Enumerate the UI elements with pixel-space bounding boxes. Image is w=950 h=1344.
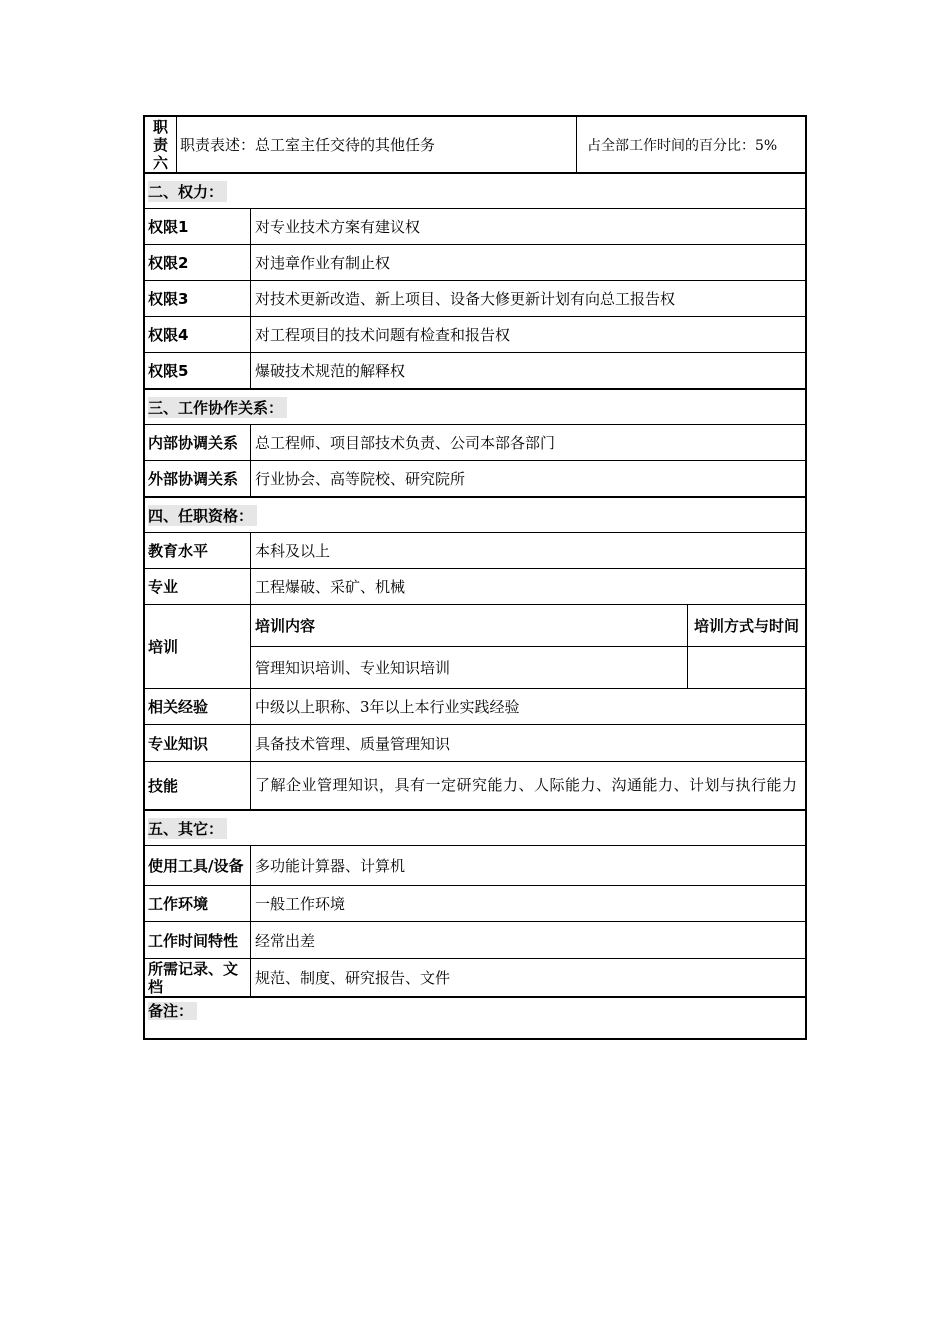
row-label: 权限3 — [145, 281, 251, 316]
row-value: 对违章作业有制止权 — [255, 254, 391, 272]
section-title: 四、任职资格： — [148, 505, 257, 526]
row-label: 权限2 — [145, 245, 251, 280]
row-label: 相关经验 — [145, 689, 251, 724]
row-label: 工作环境 — [145, 886, 251, 921]
row-label: 内部协调关系 — [145, 425, 251, 460]
section-relations — [143, 390, 807, 425]
authority-row — [143, 281, 807, 317]
row-value: 本科及以上 — [255, 542, 331, 560]
row-label: 权限4 — [145, 317, 251, 352]
row-value: 对技术更新改造、新上项目、设备大修更新计划有向总工报告权 — [255, 290, 676, 308]
row-value: 对专业技术方案有建议权 — [255, 218, 421, 236]
row-label: 权限1 — [145, 209, 251, 244]
duty-description: 职责表述：总工室主任交待的其他任务 — [177, 117, 577, 172]
duty-time-percent: 占全部工作时间的百分比：5% — [587, 137, 778, 154]
row-label: 权限5 — [145, 353, 251, 388]
row-value: 具备技术管理、质量管理知识 — [255, 734, 451, 753]
row-value: 多功能计算器、计算机 — [255, 857, 406, 875]
other-row — [143, 846, 807, 886]
section-title: 三、工作协作关系： — [148, 397, 287, 418]
row-label: 专业 — [145, 569, 251, 604]
job-description-table — [143, 115, 807, 1040]
row-value: 总工程师、项目部技术负责、公司本部各部门 — [255, 434, 556, 452]
row-value: 对工程项目的技术问题有检查和报告权 — [255, 326, 511, 344]
relation-row — [143, 425, 807, 461]
section-title: 二、权力： — [148, 181, 227, 202]
section-title: 五、其它： — [148, 818, 227, 839]
row-value: 了解企业管理知识，具有一定研究能力、人际能力、沟通能力、计划与执行能力 — [255, 776, 798, 794]
row-label: 外部协调关系 — [145, 461, 251, 496]
section-authority — [143, 174, 807, 209]
row-label: 技能 — [145, 762, 251, 809]
row-label: 使用工具/设备 — [145, 846, 251, 885]
row-label: 专业知识 — [145, 725, 251, 761]
relation-row — [143, 461, 807, 498]
training-row — [143, 605, 807, 689]
section-qualifications — [143, 498, 807, 533]
row-label: 教育水平 — [145, 533, 251, 568]
training-method-header: 培训方式与时间 — [688, 605, 805, 647]
authority-row — [143, 245, 807, 281]
other-row — [143, 886, 807, 922]
major-row — [143, 569, 807, 605]
training-method-value — [688, 647, 805, 688]
other-row — [143, 922, 807, 959]
skills-row — [143, 762, 807, 811]
duty-label — [145, 117, 177, 172]
row-label: 工作时间特性 — [145, 922, 251, 958]
duty-label-char: 职 — [152, 117, 168, 136]
row-value: 经常出差 — [255, 931, 316, 950]
other-row — [143, 959, 807, 998]
duty-label-char: 责 — [152, 135, 168, 154]
training-content-value: 管理知识培训、专业知识培训 — [251, 647, 688, 688]
row-value: 一般工作环境 — [255, 895, 346, 913]
row-label: 培训 — [145, 605, 251, 688]
duty-row — [143, 115, 807, 174]
authority-row — [143, 317, 807, 353]
authority-row — [143, 209, 807, 245]
knowledge-row — [143, 725, 807, 762]
row-value: 规范、制度、研究报告、文件 — [255, 969, 451, 987]
section-other — [143, 811, 807, 846]
authority-row — [143, 353, 807, 390]
notes-row — [143, 998, 807, 1040]
training-content-header: 培训内容 — [251, 605, 688, 647]
training-subtable — [251, 605, 805, 688]
row-value: 爆破技术规范的解释权 — [255, 362, 406, 380]
duty-label-char: 六 — [152, 153, 168, 172]
notes-label: 备注： — [148, 1002, 197, 1020]
row-label: 所需记录、文档 — [145, 959, 251, 996]
education-row — [143, 533, 807, 569]
row-value: 中级以上职称、3年以上本行业实践经验 — [255, 698, 520, 716]
row-value: 行业协会、高等院校、研究院所 — [255, 470, 466, 488]
experience-row — [143, 689, 807, 725]
row-value: 工程爆破、采矿、机械 — [255, 578, 406, 596]
